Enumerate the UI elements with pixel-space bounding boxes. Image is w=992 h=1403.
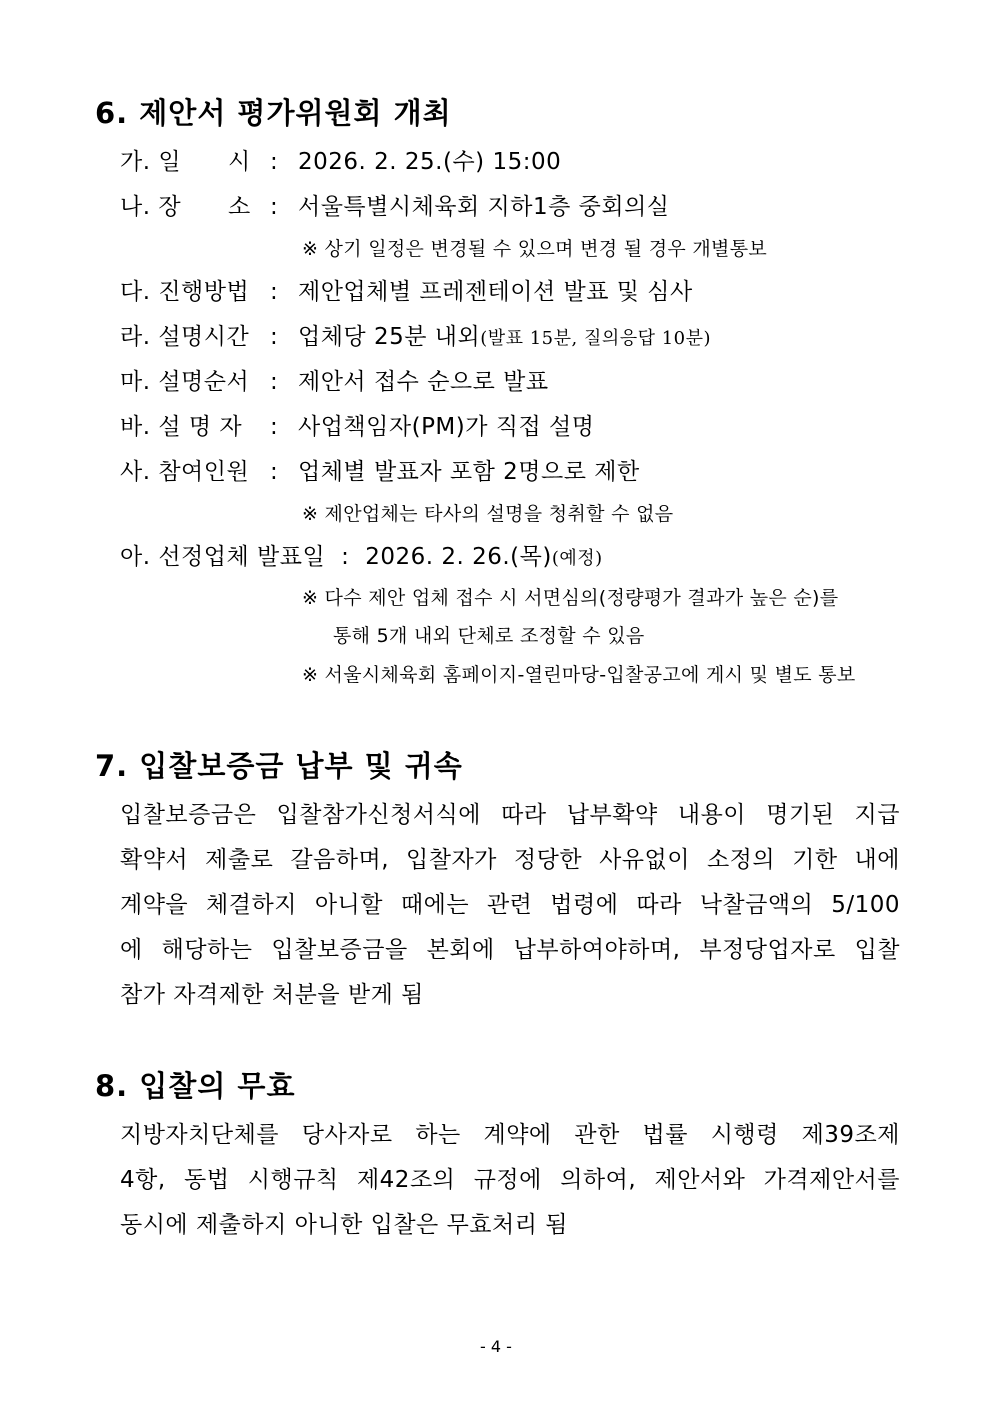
item-order-colon: :: [270, 369, 279, 395]
item-announcement-value: 2026. 2. 26.(목): [365, 544, 552, 570]
item-method: [120, 273, 693, 306]
item-announcement: [120, 538, 603, 571]
note-selection-line-1: ※ 다수 제안 업체 접수 시 서면심의(정량평가 결과가 높은 순)를: [302, 587, 839, 609]
item-time: [120, 318, 711, 351]
item-participants: [120, 453, 640, 486]
item-announcement-label: 아. 선정업체 발표일: [120, 544, 326, 570]
item-method-value: 제안업체별 프레젠테이션 발표 및 심사: [298, 279, 693, 305]
note-participants: ※ 제안업체는 타사의 설명을 청취할 수 없음: [302, 503, 674, 525]
item-announcement-colon: :: [341, 544, 350, 570]
item-time-extra: (발표 15분, 질의응답 10분): [480, 328, 712, 349]
note-schedule: ※ 상기 일정은 변경될 수 있으며 변경 될 경우 개별통보: [302, 238, 768, 260]
item-presenter: [120, 408, 594, 441]
page-number: - 4 -: [480, 1337, 512, 1356]
item-presenter-value: 사업책임자(PM)가 직접 설명: [298, 414, 595, 440]
item-participants-colon: :: [270, 459, 279, 485]
section-7-line-4: 에 해당하는 입찰보증금을 본회에 납부하여야하며, 부정당업자로 입찰: [120, 937, 900, 963]
note-posting: ※ 서울시체육회 홈페이지-열린마당-입찰공고에 게시 및 별도 통보: [302, 664, 856, 686]
item-time-colon: :: [270, 324, 279, 350]
section-7-line-3: 계약을 체결하지 아니할 때에는 관련 법령에 따라 낙찰금액의 5/100: [120, 892, 900, 918]
section-7-line-5: 참가 자격제한 처분을 받게 됨: [120, 982, 424, 1008]
item-announcement-extra: (예정): [551, 548, 603, 569]
item-place-colon: :: [270, 194, 279, 220]
item-date-value: 2026. 2. 25.(수) 15:00: [298, 149, 562, 175]
item-place-label: 나. 장 소: [120, 194, 251, 220]
section-8-line-3: 동시에 제출하지 아니한 입찰은 무효처리 됨: [120, 1212, 568, 1238]
item-participants-value: 업체별 발표자 포함 2명으로 제한: [298, 459, 640, 485]
item-place-value: 서울특별시체육회 지하1층 중회의실: [298, 194, 670, 220]
note-selection-line-2: 통해 5개 내외 단체로 조정할 수 있음: [333, 625, 645, 647]
item-order-label: 마. 설명순서: [120, 369, 250, 395]
section-7-title: 7. 입찰보증금 납부 및 귀속: [95, 749, 463, 783]
item-date-colon: :: [270, 149, 279, 175]
section-6-title: 6. 제안서 평가위원회 개최: [95, 96, 452, 130]
item-date: [120, 143, 561, 176]
item-method-label: 다. 진행방법: [120, 279, 250, 305]
item-presenter-label: 바. 설 명 자: [120, 414, 243, 440]
section-7-line-2: 확약서 제출로 갈음하며, 입찰자가 정당한 사유없이 소정의 기한 내에: [120, 847, 900, 873]
section-8-title: 8. 입찰의 무효: [95, 1069, 296, 1103]
item-time-value: 업체당 25분 내외: [298, 324, 481, 350]
section-7-line-1: 입찰보증금은 입찰참가신청서식에 따라 납부확약 내용이 명기된 지급: [120, 802, 900, 828]
item-method-colon: :: [270, 279, 279, 305]
section-8-line-1: 지방자치단체를 당사자로 하는 계약에 관한 법률 시행령 제39조제: [120, 1122, 900, 1148]
item-order: [120, 363, 549, 396]
section-8-line-2: 4항, 동법 시행규칙 제42조의 규정에 의하여, 제안서와 가격제안서를: [120, 1167, 900, 1193]
item-participants-label: 사. 참여인원: [120, 459, 250, 485]
item-date-label: 가. 일 시: [120, 149, 251, 175]
item-time-label: 라. 설명시간: [120, 324, 250, 350]
item-place: [120, 188, 670, 221]
item-order-value: 제안서 접수 순으로 발표: [298, 369, 549, 395]
item-presenter-colon: :: [270, 414, 279, 440]
